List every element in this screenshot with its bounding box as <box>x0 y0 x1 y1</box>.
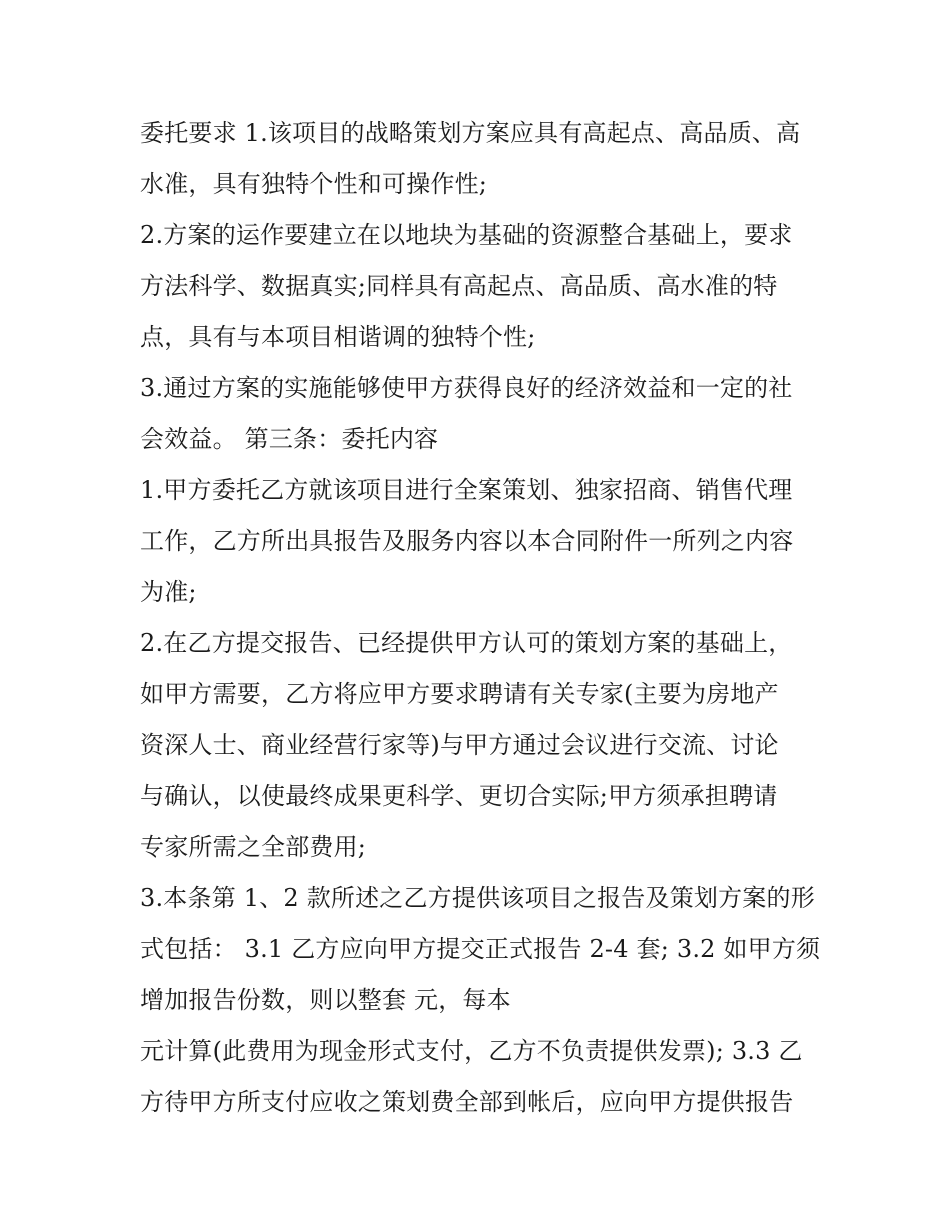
text-line-18: 增加报告份数，则以整套 元，每本 <box>140 986 511 1014</box>
text-line-16: 3.本条第 1、2 款所述之乙方提供该项目之报告及策划方案的形 <box>140 884 815 912</box>
text-line-19: 元计算(此费用为现金形式支付，乙方不负责提供发票); 3.3 乙 <box>140 1037 803 1065</box>
text-line-7: 会效益。 第三条：委托内容 <box>140 425 439 453</box>
text-line-3: 2.方案的运作要建立在以地块为基础的资源整合基础上，要求 <box>140 221 793 249</box>
text-line-13: 资深人士、商业经营行家等)与甲方通过会议进行交流、讨论 <box>140 731 779 759</box>
text-line-14: 与确认，以使最终成果更科学、更切合实际;甲方须承担聘请 <box>140 782 778 810</box>
text-line-2: 水准，具有独特个性和可操作性; <box>140 170 488 198</box>
text-line-17: 式包括： 3.1 乙方应向甲方提交正式报告 2-4 套; 3.2 如甲方须 <box>140 935 821 963</box>
text-line-6: 3.通过方案的实施能够使甲方获得良好的经济效益和一定的社 <box>140 374 793 402</box>
text-line-9: 工作，乙方所出具报告及服务内容以本合同附件一所列之内容 <box>140 527 794 555</box>
text-line-8: 1.甲方委托乙方就该项目进行全案策划、独家招商、销售代理 <box>140 476 793 504</box>
text-line-5: 点，具有与本项目相谐调的独特个性; <box>140 323 536 351</box>
document-body <box>140 108 820 1128</box>
text-line-4: 方法科学、数据真实;同样具有高起点、高品质、高水准的特 <box>140 272 778 300</box>
text-line-20: 方待甲方所支付应收之策划费全部到帐后，应向甲方提供报告 <box>140 1088 794 1116</box>
text-line-15: 专家所需之全部费用; <box>140 833 367 861</box>
text-line-10: 为准; <box>140 578 197 606</box>
text-line-1: 委托要求 1.该项目的战略策划方案应具有高起点、高品质、高 <box>140 119 801 147</box>
text-line-12: 如甲方需要，乙方将应甲方要求聘请有关专家(主要为房地产 <box>140 680 779 708</box>
text-line-11: 2.在乙方提交报告、已经提供甲方认可的策划方案的基础上， <box>140 629 793 657</box>
